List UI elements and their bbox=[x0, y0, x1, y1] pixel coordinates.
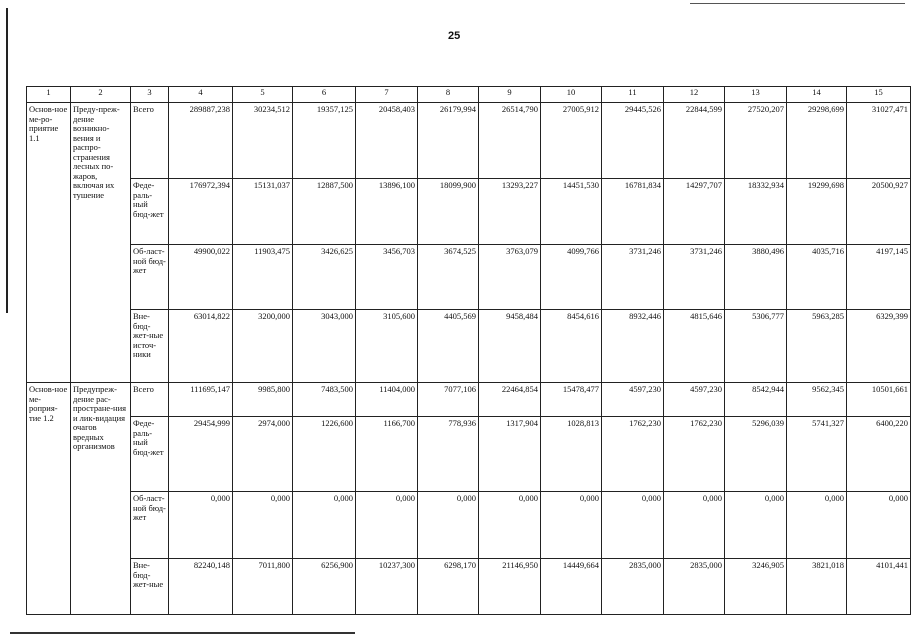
value-cell: 29298,699 bbox=[787, 103, 847, 179]
value-cell: 20500,927 bbox=[847, 179, 911, 245]
table-row bbox=[27, 417, 911, 492]
value-cell: 9562,345 bbox=[787, 383, 847, 417]
funding-source: Вне-бюд-жет-ные bbox=[131, 559, 169, 615]
value-cell: 0,000 bbox=[787, 492, 847, 559]
value-cell: 1317,904 bbox=[479, 417, 541, 492]
activity-name: Основ-ное ме-ро-приятие 1.1 bbox=[27, 103, 71, 383]
column-number-row bbox=[27, 87, 911, 103]
value-cell: 4815,646 bbox=[664, 310, 725, 383]
value-cell: 7011,800 bbox=[233, 559, 293, 615]
funding-source: Об-ласт-ной бюд-жет bbox=[131, 492, 169, 559]
column-header: 15 bbox=[847, 87, 911, 103]
value-cell: 0,000 bbox=[725, 492, 787, 559]
value-cell: 11404,000 bbox=[356, 383, 418, 417]
value-cell: 19299,698 bbox=[787, 179, 847, 245]
value-cell: 5963,285 bbox=[787, 310, 847, 383]
value-cell: 1762,230 bbox=[664, 417, 725, 492]
value-cell: 3043,000 bbox=[293, 310, 356, 383]
value-cell: 26179,994 bbox=[418, 103, 479, 179]
value-cell: 3105,600 bbox=[356, 310, 418, 383]
value-cell: 1028,813 bbox=[541, 417, 602, 492]
value-cell: 4101,441 bbox=[847, 559, 911, 615]
value-cell: 6256,900 bbox=[293, 559, 356, 615]
value-cell: 3763,079 bbox=[479, 245, 541, 310]
value-cell: 8542,944 bbox=[725, 383, 787, 417]
table-row bbox=[27, 103, 911, 179]
column-header: 14 bbox=[787, 87, 847, 103]
left-margin-rule bbox=[6, 8, 8, 313]
value-cell: 5296,039 bbox=[725, 417, 787, 492]
value-cell: 10237,300 bbox=[356, 559, 418, 615]
column-header: 11 bbox=[602, 87, 664, 103]
column-header: 8 bbox=[418, 87, 479, 103]
value-cell: 6298,170 bbox=[418, 559, 479, 615]
value-cell: 7483,500 bbox=[293, 383, 356, 417]
value-cell: 22464,854 bbox=[479, 383, 541, 417]
value-cell: 49900,022 bbox=[169, 245, 233, 310]
funding-source: Вне-бюд-жет-ные источ-ники bbox=[131, 310, 169, 383]
value-cell: 18332,934 bbox=[725, 179, 787, 245]
value-cell: 10501,661 bbox=[847, 383, 911, 417]
value-cell: 19357,125 bbox=[293, 103, 356, 179]
value-cell: 5306,777 bbox=[725, 310, 787, 383]
column-header: 13 bbox=[725, 87, 787, 103]
value-cell: 26514,790 bbox=[479, 103, 541, 179]
value-cell: 9985,800 bbox=[233, 383, 293, 417]
table-row bbox=[27, 559, 911, 615]
value-cell: 3880,496 bbox=[725, 245, 787, 310]
value-cell: 22844,599 bbox=[664, 103, 725, 179]
value-cell: 15131,037 bbox=[233, 179, 293, 245]
value-cell: 1226,600 bbox=[293, 417, 356, 492]
funding-source: Феде-раль-ный бюд-жет bbox=[131, 417, 169, 492]
value-cell: 29445,526 bbox=[602, 103, 664, 179]
value-cell: 111695,147 bbox=[169, 383, 233, 417]
value-cell: 63014,822 bbox=[169, 310, 233, 383]
value-cell: 4597,230 bbox=[664, 383, 725, 417]
activity-name: Основ-ное ме-роприя-тие 1.2 bbox=[27, 383, 71, 615]
value-cell: 3200,000 bbox=[233, 310, 293, 383]
value-cell: 11903,475 bbox=[233, 245, 293, 310]
column-header: 3 bbox=[131, 87, 169, 103]
value-cell: 5741,327 bbox=[787, 417, 847, 492]
value-cell: 0,000 bbox=[541, 492, 602, 559]
column-header: 4 bbox=[169, 87, 233, 103]
value-cell: 6329,399 bbox=[847, 310, 911, 383]
value-cell: 18099,900 bbox=[418, 179, 479, 245]
budget-table bbox=[26, 86, 911, 615]
column-header: 2 bbox=[71, 87, 131, 103]
value-cell: 31027,471 bbox=[847, 103, 911, 179]
value-cell: 3426,625 bbox=[293, 245, 356, 310]
value-cell: 289887,238 bbox=[169, 103, 233, 179]
column-header: 9 bbox=[479, 87, 541, 103]
value-cell: 16781,834 bbox=[602, 179, 664, 245]
value-cell: 778,936 bbox=[418, 417, 479, 492]
value-cell: 12887,500 bbox=[293, 179, 356, 245]
value-cell: 0,000 bbox=[356, 492, 418, 559]
value-cell: 0,000 bbox=[602, 492, 664, 559]
value-cell: 3731,246 bbox=[664, 245, 725, 310]
column-header: 6 bbox=[293, 87, 356, 103]
funding-source: Всего bbox=[131, 383, 169, 417]
column-header: 1 bbox=[27, 87, 71, 103]
column-header: 10 bbox=[541, 87, 602, 103]
value-cell: 1762,230 bbox=[602, 417, 664, 492]
value-cell: 82240,148 bbox=[169, 559, 233, 615]
value-cell: 176972,394 bbox=[169, 179, 233, 245]
top-margin-rule bbox=[690, 3, 905, 4]
value-cell: 14449,664 bbox=[541, 559, 602, 615]
value-cell: 4035,716 bbox=[787, 245, 847, 310]
value-cell: 3674,525 bbox=[418, 245, 479, 310]
value-cell: 29454,999 bbox=[169, 417, 233, 492]
column-header: 12 bbox=[664, 87, 725, 103]
value-cell: 13896,100 bbox=[356, 179, 418, 245]
value-cell: 14297,707 bbox=[664, 179, 725, 245]
value-cell: 27005,912 bbox=[541, 103, 602, 179]
value-cell: 8932,446 bbox=[602, 310, 664, 383]
table-row bbox=[27, 383, 911, 417]
value-cell: 0,000 bbox=[664, 492, 725, 559]
value-cell: 3731,246 bbox=[602, 245, 664, 310]
value-cell: 1166,700 bbox=[356, 417, 418, 492]
value-cell: 14451,530 bbox=[541, 179, 602, 245]
value-cell: 13293,227 bbox=[479, 179, 541, 245]
table-row bbox=[27, 310, 911, 383]
column-header: 5 bbox=[233, 87, 293, 103]
table-row bbox=[27, 492, 911, 559]
table-row bbox=[27, 245, 911, 310]
value-cell: 21146,950 bbox=[479, 559, 541, 615]
value-cell: 2974,000 bbox=[233, 417, 293, 492]
value-cell: 20458,403 bbox=[356, 103, 418, 179]
funding-source: Об-ласт-ной бюд-жет bbox=[131, 245, 169, 310]
value-cell: 6400,220 bbox=[847, 417, 911, 492]
funding-source: Всего bbox=[131, 103, 169, 179]
value-cell: 0,000 bbox=[293, 492, 356, 559]
value-cell: 3821,018 bbox=[787, 559, 847, 615]
value-cell: 0,000 bbox=[169, 492, 233, 559]
value-cell: 4099,766 bbox=[541, 245, 602, 310]
value-cell: 7077,106 bbox=[418, 383, 479, 417]
value-cell: 0,000 bbox=[418, 492, 479, 559]
page-number: 25 bbox=[448, 30, 461, 42]
value-cell: 9458,484 bbox=[479, 310, 541, 383]
value-cell: 2835,000 bbox=[664, 559, 725, 615]
value-cell: 0,000 bbox=[847, 492, 911, 559]
value-cell: 2835,000 bbox=[602, 559, 664, 615]
table-row bbox=[27, 179, 911, 245]
value-cell: 8454,616 bbox=[541, 310, 602, 383]
value-cell: 4197,145 bbox=[847, 245, 911, 310]
value-cell: 27520,207 bbox=[725, 103, 787, 179]
value-cell: 3456,703 bbox=[356, 245, 418, 310]
activity-description: Преду-преж-дение возникно-вения и распро-странения лесных по-жаров, включая их тушение bbox=[71, 103, 131, 383]
value-cell: 3246,905 bbox=[725, 559, 787, 615]
bottom-margin-rule bbox=[10, 632, 355, 634]
activity-description: Предупреж-дение рас-простране-ния и лик-видация очагов вредных организмов bbox=[71, 383, 131, 615]
value-cell: 0,000 bbox=[479, 492, 541, 559]
value-cell: 0,000 bbox=[233, 492, 293, 559]
value-cell: 30234,512 bbox=[233, 103, 293, 179]
value-cell: 15478,477 bbox=[541, 383, 602, 417]
column-header: 7 bbox=[356, 87, 418, 103]
value-cell: 4405,569 bbox=[418, 310, 479, 383]
funding-source: Феде-раль-ный бюд-жет bbox=[131, 179, 169, 245]
value-cell: 4597,230 bbox=[602, 383, 664, 417]
